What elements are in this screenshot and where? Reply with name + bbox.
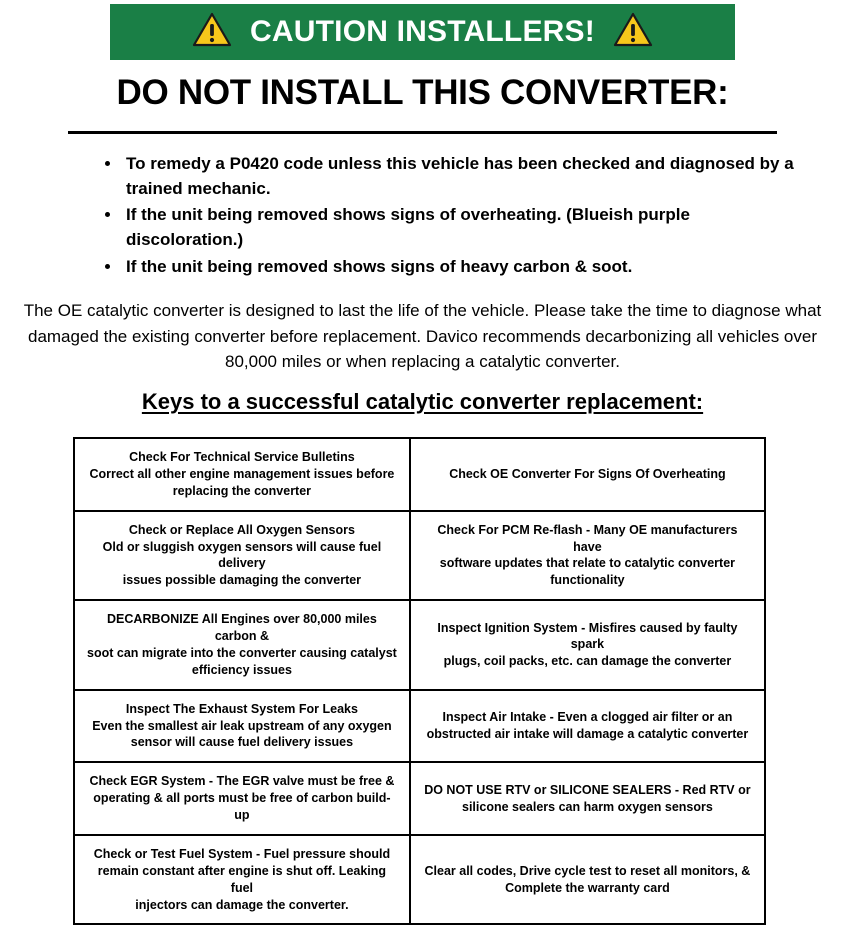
table-cell-right [410,511,765,601]
cell-line: Check or Replace All Oxygen Sensors [128,522,355,537]
cell-line: Check OE Converter For Signs Of Overheating [449,466,726,481]
table-cell-left [74,690,410,763]
body-paragraph: The OE catalytic converter is designed to last the life of the vehicle. Please take the time to diagnose what damaged the existing converter before replacement. Davico recommends decarbonizing all vehicles over 80,000 miles or when replacing a catalytic converter. [23,301,822,371]
table-cell-right [410,762,765,835]
cell-line: injectors can damage the converter. [135,897,349,912]
cell-line: efficiency issues [191,662,292,677]
table-cell-right [410,835,765,925]
cell-line: soot can migrate into the converter causing catalyst [87,645,397,660]
keys-table [73,437,766,925]
cell-line: obstructed air intake will damage a catalytic converter [426,726,749,741]
cell-line: remain constant after engine is shut off. Leaking fuel [97,863,387,895]
cell-line: functionality [550,573,625,588]
cell-line: replacing the converter [172,483,312,498]
table-cell-left [74,511,410,601]
table-row [74,835,765,925]
cell-line: Check For PCM Re-flash - Many OE manufacturers have [437,522,738,554]
warning-triangle-icon [613,12,653,53]
cell-line: Clear all codes, Drive cycle test to reset all monitors, & [424,863,751,878]
cell-line: issues possible damaging the converter [122,573,362,588]
table-row [74,438,765,511]
table-cell-right [410,690,765,763]
list-item: • If the unit being removed shows signs of heavy carbon & soot. [122,255,802,280]
warning-triangle-icon [192,12,232,53]
cell-line: silicone sealers can harm oxygen sensors [462,799,713,814]
table-cell-left [74,600,410,690]
table-cell-right [410,600,765,690]
cell-line: Even the smallest air leak upstream of any oxygen [92,718,392,733]
list-item: • If the unit being removed shows signs of overheating. (Blueish purple discoloration.) [122,203,802,252]
cell-line: DO NOT USE RTV or SILICONE SEALERS - Red RTV or [424,782,751,797]
list-item: • To remedy a P0420 code unless this vehicle has been checked and diagnosed by a trained mechanic. [122,152,802,201]
cell-line: Check or Test Fuel System - Fuel pressure should [93,846,391,861]
caution-banner [110,4,735,60]
cell-line: Complete the warranty card [505,880,670,895]
cell-line: Check For Technical Service Bulletins [129,450,355,464]
table-cell-left [74,762,410,835]
cell-line: Inspect The Exhaust System For Leaks [125,701,358,716]
cell-line: Check EGR System - The EGR valve must be free & [89,774,395,789]
table-row [74,511,765,601]
page-title: DO NOT INSTALL THIS CONVERTER: [116,73,729,112]
table-cell-right [410,438,765,511]
cell-line: operating & all ports must be free of carbon build-up [93,791,391,822]
table-cell-left [74,438,410,511]
table-row [74,690,765,763]
caution-banner-text: CAUTION INSTALLERS! [250,15,595,48]
cell-line: Correct all other engine management issues before [89,466,395,481]
cell-line: Inspect Air Intake - Even a clogged air filter or an [442,710,733,725]
table-row [74,762,765,835]
table-cell-left [74,835,410,925]
cell-line: DECARBONIZE All Engines over 80,000 miles carbon & [107,612,377,643]
cell-line: Inspect Ignition System - Misfires caused by faulty spark [437,620,738,652]
cell-line: Old or sluggish oxygen sensors will cause fuel delivery [102,539,382,571]
cell-line: sensor will cause fuel delivery issues [130,735,354,750]
divider [68,131,777,134]
do-not-install-list [92,152,802,281]
keys-section-heading: Keys to a successful catalytic converter replacement: [141,389,704,414]
cell-line: software updates that relate to catalytic converter [439,556,736,571]
table-row [74,600,765,690]
cell-line: plugs, coil packs, etc. can damage the converter [443,654,732,669]
